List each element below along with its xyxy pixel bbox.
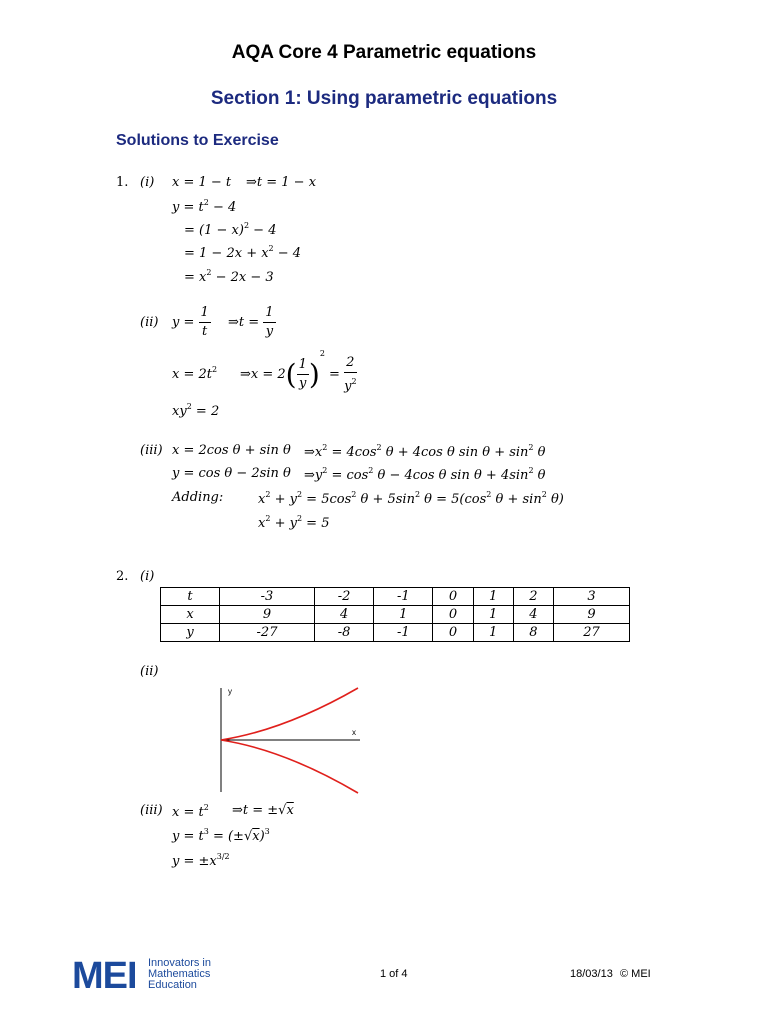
y-axis-label: y xyxy=(228,687,232,696)
table-cell: 4 xyxy=(513,606,553,624)
table-row xyxy=(161,606,630,624)
table-cell: 0 xyxy=(433,588,473,606)
part-label: (ii) xyxy=(140,315,159,330)
table-cell: 1 xyxy=(374,606,433,624)
table-cell: 27 xyxy=(553,624,629,642)
lower-branch xyxy=(221,740,358,793)
question-number: 1. xyxy=(116,175,129,190)
table-cell: 9 xyxy=(553,606,629,624)
tagline-line: Innovators in xyxy=(148,957,211,969)
logo-tagline xyxy=(148,958,211,991)
equation: x = 2cos θ + sin θ xyxy=(172,443,291,458)
table-cell: 1 xyxy=(473,606,513,624)
table-cell: -1 xyxy=(374,624,433,642)
copyright: © MEI xyxy=(620,968,651,980)
x-axis-label: x xyxy=(352,728,356,737)
table-cell: 1 xyxy=(473,624,513,642)
equation: ⇒t = 1 − x xyxy=(246,175,317,190)
mei-logo: MEI xyxy=(72,955,137,997)
part-label: (i) xyxy=(140,175,155,190)
equation: = $(1 - x)^2 - 4$ xyxy=(184,221,277,238)
equation: $y = \pm x^{3/2}$ xyxy=(172,852,230,869)
table-cell: -3 xyxy=(220,588,315,606)
equation: y = $\frac{1}{t}$ xyxy=(172,305,209,339)
part-label: (ii) xyxy=(140,664,159,679)
equation: $y = t^3 = (\pm√x)^3$ xyxy=(172,827,270,844)
table-cell: 3 xyxy=(553,588,629,606)
equation: $x^2 + y^2 = 5$ xyxy=(258,514,330,531)
part-label: (iii) xyxy=(140,443,163,458)
equation: ⇒t = $\frac{1}{y}$ xyxy=(228,305,274,339)
section-heading: Section 1: Using parametric equations xyxy=(210,88,558,109)
upper-branch xyxy=(221,688,358,740)
date: 18/03/13 xyxy=(570,968,613,980)
equation: $x = 2t^2$ xyxy=(172,365,218,382)
equation: = $1 - 2x + x^2 - 4$ xyxy=(184,244,302,261)
table-cell: 2 xyxy=(513,588,553,606)
table-cell: 9 xyxy=(220,606,315,624)
table-cell: y xyxy=(161,624,220,642)
equation: $x^2 + y^2 = 5\cos^2$ $\theta + 5\sin^2$ $\theta = 5(\cos^2$ $\theta + \sin^2 \theta$) xyxy=(258,490,564,507)
equation: y = cos θ − 2sin θ xyxy=(172,466,291,481)
table-cell: 8 xyxy=(513,624,553,642)
equation: x = 1 − t xyxy=(172,175,232,190)
subheading: Solutions to Exercise xyxy=(116,132,279,149)
table-cell: 0 xyxy=(433,606,473,624)
values-table xyxy=(160,587,630,642)
equation: $\Rightarrow y^2 = \cos^2 \theta - 4\cos$ θ $\sin \theta + 4\sin^2$ θ xyxy=(304,466,546,483)
equation: $y = t^2 - 4$ xyxy=(172,198,237,215)
page-number: 1 of 4 xyxy=(380,968,408,980)
equation: ⇒x = 2( $\frac{1}{y}$ )$^2$ = $\frac{2}{y^2}$ xyxy=(240,349,357,394)
table-cell: -1 xyxy=(374,588,433,606)
table-cell: 4 xyxy=(315,606,374,624)
tagline-line: Mathematics xyxy=(148,968,211,980)
table-cell: t xyxy=(161,588,220,606)
table-row xyxy=(161,624,630,642)
part-label: (iii) xyxy=(140,803,163,818)
part-label: (i) xyxy=(140,569,155,584)
table-cell: x xyxy=(161,606,220,624)
equation: $x = t^2$ xyxy=(172,803,209,820)
table-cell: -8 xyxy=(315,624,374,642)
tagline-line: Education xyxy=(148,979,197,991)
page-title: AQA Core 4 Parametric equations xyxy=(231,42,537,63)
table-row xyxy=(161,588,630,606)
equation: $\Rightarrow x^2 = 4\cos^2$ θ + 4cos θ $\sin \theta + \sin^2 \theta$ xyxy=(304,443,546,460)
table-cell: 0 xyxy=(433,624,473,642)
equation: ⇒t = ±√x xyxy=(232,803,294,818)
curve-graph xyxy=(200,680,370,800)
table-cell: -27 xyxy=(220,624,315,642)
table-cell: 1 xyxy=(473,588,513,606)
equation-label: Adding: xyxy=(172,490,224,505)
equation: $xy^2 = 2$ xyxy=(172,402,220,419)
equation: = $x^2 - 2x - 3$ xyxy=(184,268,274,285)
question-number: 2. xyxy=(116,569,129,584)
table-cell: -2 xyxy=(315,588,374,606)
